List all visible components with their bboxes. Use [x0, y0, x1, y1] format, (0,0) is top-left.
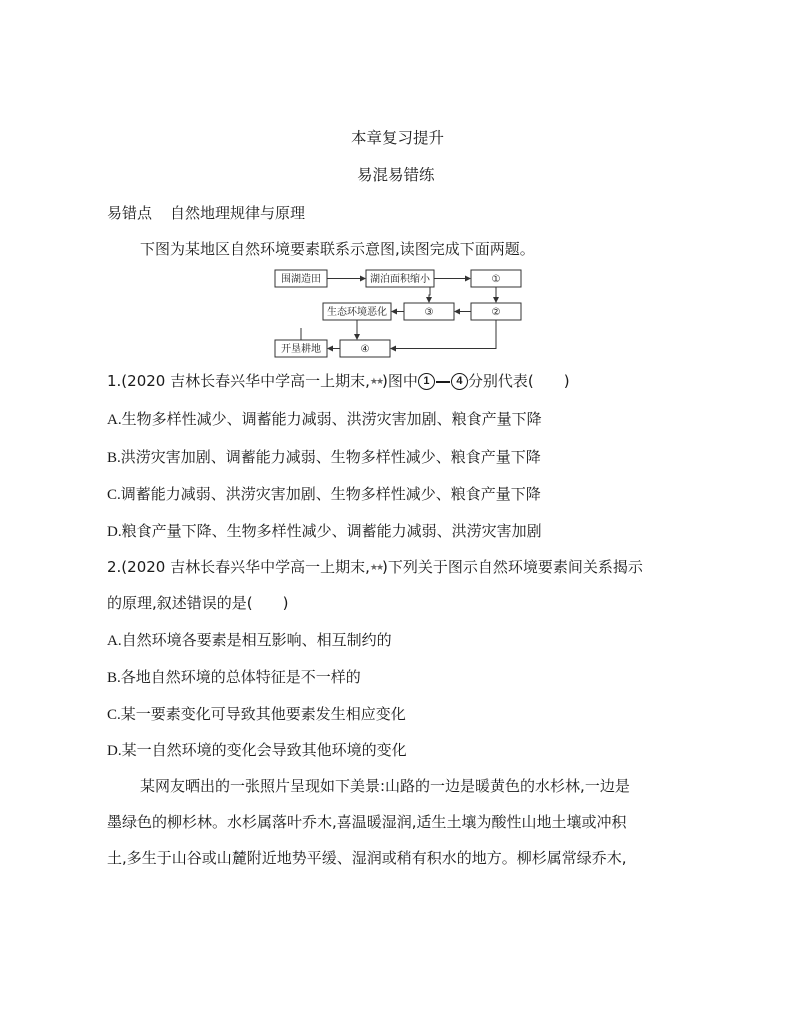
option-label: D.: [107, 743, 122, 759]
q1-prefix: 1.(2020 吉林长春兴华中学高一上期末,: [107, 372, 370, 390]
passage-line-2: 墨绿色的柳杉林。水杉属落叶乔木,喜温暖湿润,适生土壤为酸性山地土壤或冲积: [107, 813, 627, 831]
option-text: 各地自然环境的总体特征是不一样的: [120, 668, 361, 686]
q1-option-c[interactable]: [107, 484, 541, 505]
q1-suffix: 分别代表( ): [467, 372, 570, 390]
label-1: ①: [491, 274, 501, 285]
option-text: 洪涝灾害加剧、调蓄能力减弱、生物多样性减少、粮食产量下降: [120, 448, 541, 466]
option-text: 调蓄能力减弱、洪涝灾害加剧、生物多样性减少、粮食产量下降: [120, 485, 541, 503]
question-1: [107, 371, 570, 392]
q2-option-a[interactable]: [107, 630, 392, 651]
q2-option-d[interactable]: [107, 740, 407, 761]
difficulty-stars-icon: ★★: [369, 376, 383, 387]
label-4: ④: [360, 344, 370, 355]
q2-prefix: 2.(2020 吉林长春兴华中学高一上期末,: [107, 558, 370, 576]
topic-label: 易错点: [107, 204, 153, 222]
label-farmland: 开垦耕地: [281, 344, 321, 355]
passage-line-1: 某网友晒出的一张照片呈现如下美景:山路的一边是暖黄色的水杉林,一边是: [140, 777, 630, 795]
difficulty-stars-icon: ★★: [369, 562, 383, 573]
topic-name: 自然地理规律与原理: [170, 204, 306, 222]
relationship-diagram: [270, 268, 530, 363]
circled-number-1: 1: [418, 373, 435, 390]
option-label: B.: [107, 450, 121, 466]
circled-number-4: 4: [451, 373, 468, 390]
q1-mid: )图中: [382, 372, 418, 390]
passage-line-3: 土,多生于山谷或山麓附近地势平缓、湿润或稍有积水的地方。柳杉属常绿乔木,: [107, 849, 627, 867]
option-text: 某一自然环境的变化会导致其他环境的变化: [121, 741, 407, 759]
label-2: ②: [491, 307, 501, 318]
q2-option-b[interactable]: [107, 667, 361, 688]
q2-suffix: )下列关于图示自然环境要素间关系揭示: [382, 558, 643, 576]
label-reclaim-lake: 围湖造田: [281, 274, 321, 285]
option-text: 某一要素变化可导致其他要素发生相应变化: [120, 705, 406, 723]
range-dash: [436, 381, 450, 383]
q1-option-b[interactable]: [107, 447, 541, 468]
option-text: 自然环境各要素是相互影响、相互制约的: [121, 631, 392, 649]
question-2: [107, 557, 643, 578]
option-label: C.: [107, 707, 121, 723]
q1-option-d[interactable]: [107, 521, 542, 542]
option-text: 粮食产量下降、生物多样性减少、调蓄能力减弱、洪涝灾害加剧: [121, 522, 542, 540]
option-label: A.: [107, 633, 122, 649]
section-title: 易混易错练: [357, 166, 435, 184]
question-2-line2: 的原理,叙述错误的是( ): [107, 594, 289, 612]
label-lake-shrink: 湖泊面积缩小: [370, 274, 430, 285]
q2-option-c[interactable]: [107, 704, 406, 725]
option-label: C.: [107, 487, 121, 503]
chapter-title: 本章复习提升: [351, 129, 445, 147]
option-label: B.: [107, 670, 121, 686]
intro-text: 下图为某地区自然环境要素联系示意图,读图完成下面两题。: [140, 240, 535, 258]
option-text: 生物多样性减少、调蓄能力减弱、洪涝灾害加剧、粮食产量下降: [121, 410, 542, 428]
label-3: ③: [424, 307, 434, 318]
topic-heading: [107, 203, 305, 223]
option-label: A.: [107, 412, 122, 428]
option-label: D.: [107, 524, 122, 540]
label-eco-worsen: 生态环境恶化: [327, 307, 387, 318]
q1-option-a[interactable]: [107, 409, 542, 430]
